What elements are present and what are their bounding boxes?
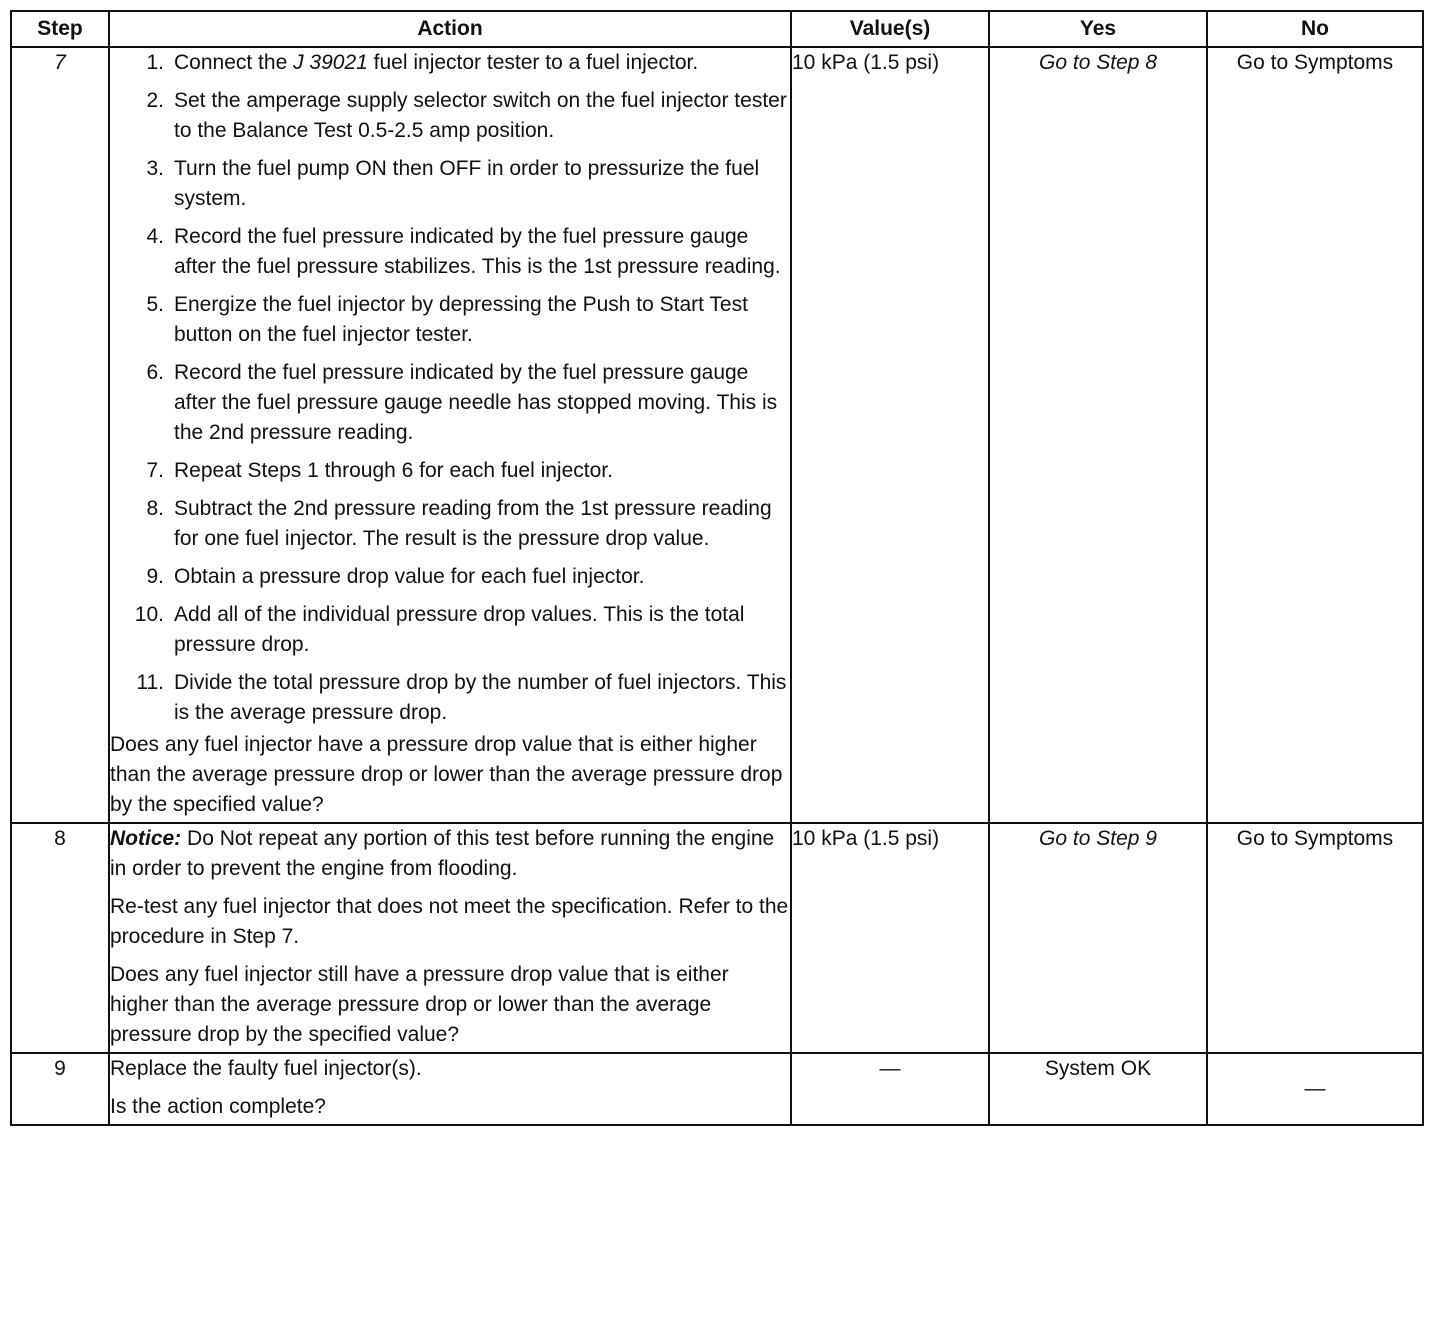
list-item-text: Divide the total pressure drop by the number of fuel injectors. This is the average pressure drop. — [174, 671, 787, 724]
list-item — [110, 48, 790, 78]
no-cell: Go to Symptoms — [1207, 47, 1423, 823]
header-action: Action — [109, 11, 791, 47]
list-item-text: Set the amperage supply selector switch on the fuel injector tester to the Balance Test 0.5-2.5 amp position. — [174, 89, 787, 142]
list-item-text: Connect the — [174, 51, 294, 74]
list-item-number: 8. — [146, 497, 164, 520]
list-item-number: 2. — [146, 89, 164, 112]
list-item-number: 11. — [136, 671, 164, 694]
notice-paragraph — [110, 824, 790, 884]
list-item-text: fuel injector tester to a fuel injector. — [367, 51, 699, 74]
yes-outcome: Go to Step 9 — [1039, 827, 1157, 850]
table-row-step-7 — [11, 47, 1423, 823]
yes-cell — [989, 823, 1207, 1053]
step-number: 9 — [11, 1053, 109, 1125]
list-item — [110, 358, 790, 448]
list-item-number: 10. — [134, 603, 164, 626]
question-text: Does any fuel injector have a pressure drop value that is either higher than the average pressure drop or lower than the average pressure drop by the specified value? — [110, 733, 783, 816]
header-no: No — [1207, 11, 1423, 47]
list-item — [110, 290, 790, 350]
list-item — [110, 456, 790, 486]
header-step: Step — [11, 11, 109, 47]
list-item — [110, 494, 790, 554]
action-cell — [109, 823, 791, 1053]
step-number: 8 — [11, 823, 109, 1053]
list-item-number: 4. — [146, 225, 164, 248]
list-item — [110, 600, 790, 660]
table-row-step-8 — [11, 823, 1423, 1053]
step-number: 7 — [11, 47, 109, 823]
value-cell: 10 kPa (1.5 psi) — [791, 823, 989, 1053]
header-values: Value(s) — [791, 11, 989, 47]
list-item-text: Turn the fuel pump ON then OFF in order to pressurize the fuel system. — [174, 157, 760, 210]
yes-cell: System OK — [989, 1053, 1207, 1125]
diagnostic-procedure-table — [10, 10, 1424, 1126]
list-item-text: Energize the fuel injector by depressing the Push to Start Test button on the fuel injector tester. — [174, 293, 748, 346]
list-item — [110, 154, 790, 214]
header-yes: Yes — [989, 11, 1207, 47]
list-item-number: 6. — [146, 361, 164, 384]
value-cell: 10 kPa (1.5 psi) — [791, 47, 989, 823]
list-item-text: Record the fuel pressure indicated by the fuel pressure gauge after the fuel pressure stabilizes. This is the 1st pressure reading. — [174, 225, 781, 278]
instruction-text: Re-test any fuel injector that does not meet the specification. Refer to the procedure in Step 7. — [110, 895, 789, 948]
list-item — [110, 222, 790, 282]
instruction-text: Replace the faulty fuel injector(s). — [110, 1057, 422, 1080]
list-item-number: 7. — [146, 459, 164, 482]
header-row — [11, 11, 1423, 47]
procedure-list — [110, 48, 790, 728]
list-item-text: Subtract the 2nd pressure reading from the 1st pressure reading for one fuel injector. The result is the pressure drop value. — [174, 497, 772, 550]
question-text: Does any fuel injector still have a pressure drop value that is either higher than the average pressure drop or lower than the average pressure drop by the specified value? — [110, 963, 729, 1046]
list-item-text: Repeat Steps 1 through 6 for each fuel injector. — [174, 459, 613, 482]
list-item — [110, 86, 790, 146]
list-item — [110, 562, 790, 592]
notice-text: Do Not repeat any portion of this test before running the engine in order to prevent the engine from flooding. — [110, 827, 775, 880]
list-item-number: 5. — [146, 293, 164, 316]
list-item — [110, 668, 790, 728]
notice-label: Notice: — [110, 827, 182, 850]
list-item-text: Add all of the individual pressure drop values. This is the total pressure drop. — [174, 603, 745, 656]
yes-cell — [989, 47, 1207, 823]
list-item-number: 3. — [146, 157, 164, 180]
list-item-text: Obtain a pressure drop value for each fuel injector. — [174, 565, 645, 588]
yes-outcome: Go to Step 8 — [1039, 51, 1157, 74]
list-item-number: 1. — [146, 51, 164, 74]
question-text: Is the action complete? — [110, 1095, 326, 1118]
list-item-text: Record the fuel pressure indicated by the fuel pressure gauge after the fuel pressure gauge needle has stopped moving. This is the 2nd pressure reading. — [174, 361, 778, 444]
table-row-step-9 — [11, 1053, 1423, 1125]
tool-name: J 39021 — [293, 51, 368, 74]
value-cell: — — [791, 1053, 989, 1125]
action-cell — [109, 1053, 791, 1125]
no-cell: Go to Symptoms — [1207, 823, 1423, 1053]
no-cell: — — [1207, 1053, 1423, 1125]
list-item-number: 9. — [146, 565, 164, 588]
action-cell — [109, 47, 791, 823]
